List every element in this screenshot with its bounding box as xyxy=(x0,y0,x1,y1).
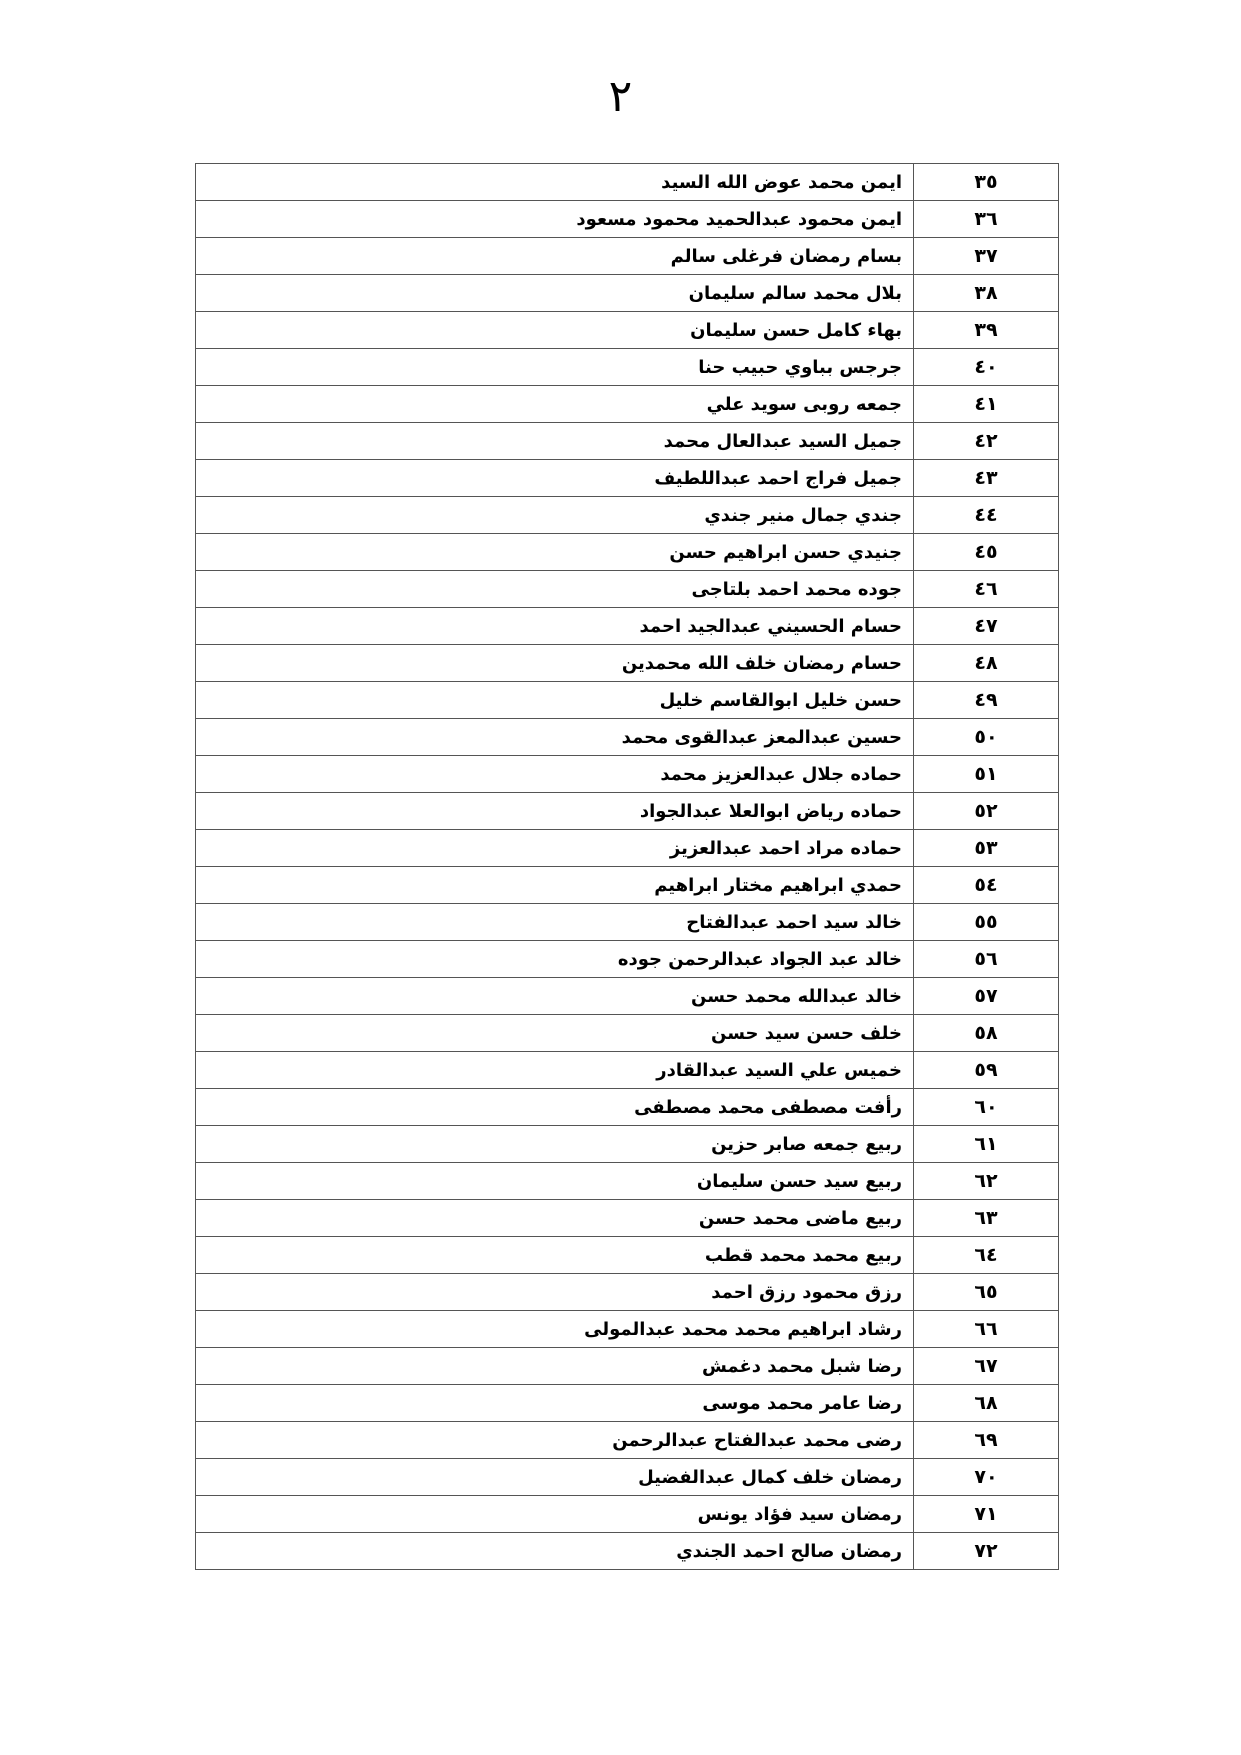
row-name: جميل فراج احمد عبداللطيف xyxy=(196,460,914,497)
table-row xyxy=(196,608,1059,645)
row-number: ٣٧ xyxy=(914,238,1059,275)
row-number: ٤٧ xyxy=(914,608,1059,645)
row-number: ٦٤ xyxy=(914,1237,1059,1274)
row-name: جنيدي حسن ابراهيم حسن xyxy=(196,534,914,571)
row-number: ٦٥ xyxy=(914,1274,1059,1311)
table-row xyxy=(196,275,1059,312)
row-number: ٧٢ xyxy=(914,1533,1059,1570)
row-name: رضا شبل محمد دغمش xyxy=(196,1348,914,1385)
row-number: ٥٥ xyxy=(914,904,1059,941)
table-row xyxy=(196,1274,1059,1311)
table-row xyxy=(196,867,1059,904)
table-row xyxy=(196,719,1059,756)
table-row xyxy=(196,978,1059,1015)
row-name: خالد سيد احمد عبدالفتاح xyxy=(196,904,914,941)
row-name: رضى محمد عبدالفتاح عبدالرحمن xyxy=(196,1422,914,1459)
row-number: ٣٨ xyxy=(914,275,1059,312)
row-name: ايمن محمد عوض الله السيد xyxy=(196,164,914,201)
row-name: جميل السيد عبدالعال محمد xyxy=(196,423,914,460)
row-number: ٦٨ xyxy=(914,1385,1059,1422)
table-row xyxy=(196,238,1059,275)
row-name: خميس علي السيد عبدالقادر xyxy=(196,1052,914,1089)
table-row xyxy=(196,1311,1059,1348)
table-row xyxy=(196,349,1059,386)
row-number: ٤٤ xyxy=(914,497,1059,534)
row-name: رمضان سيد فؤاد يونس xyxy=(196,1496,914,1533)
row-name: رأفت مصطفى محمد مصطفى xyxy=(196,1089,914,1126)
table-row xyxy=(196,904,1059,941)
table-row xyxy=(196,1163,1059,1200)
row-number: ٥١ xyxy=(914,756,1059,793)
row-name: حماده جلال عبدالعزيز محمد xyxy=(196,756,914,793)
row-name: خلف حسن سيد حسن xyxy=(196,1015,914,1052)
row-name: حماده رياض ابوالعلا عبدالجواد xyxy=(196,793,914,830)
row-number: ٥٠ xyxy=(914,719,1059,756)
row-number: ٤٦ xyxy=(914,571,1059,608)
row-number: ٦١ xyxy=(914,1126,1059,1163)
row-number: ٤٢ xyxy=(914,423,1059,460)
table-row xyxy=(196,423,1059,460)
table-row xyxy=(196,1422,1059,1459)
row-name: ربيع جمعه صابر حزين xyxy=(196,1126,914,1163)
row-name: جوده محمد احمد بلتاجى xyxy=(196,571,914,608)
row-name: رشاد ابراهيم محمد محمد عبدالمولى xyxy=(196,1311,914,1348)
table-row xyxy=(196,1533,1059,1570)
table-row xyxy=(196,645,1059,682)
table-row xyxy=(196,386,1059,423)
table-row xyxy=(196,1496,1059,1533)
names-table-body xyxy=(196,164,1059,1570)
row-name: بلال محمد سالم سليمان xyxy=(196,275,914,312)
table-row xyxy=(196,497,1059,534)
row-name: رمضان خلف كمال عبدالفضيل xyxy=(196,1459,914,1496)
row-number: ٣٦ xyxy=(914,201,1059,238)
row-name: خالد عبد الجواد عبدالرحمن جوده xyxy=(196,941,914,978)
table-row xyxy=(196,534,1059,571)
row-number: ٤١ xyxy=(914,386,1059,423)
table-row xyxy=(196,1126,1059,1163)
page-number: ٢ xyxy=(608,71,633,122)
row-number: ٦٣ xyxy=(914,1200,1059,1237)
row-name: حسين عبدالمعز عبدالقوى محمد xyxy=(196,719,914,756)
row-name: خالد عبدالله محمد حسن xyxy=(196,978,914,1015)
table-row xyxy=(196,312,1059,349)
table-row xyxy=(196,1348,1059,1385)
row-number: ٦٦ xyxy=(914,1311,1059,1348)
row-name: ربيع محمد محمد قطب xyxy=(196,1237,914,1274)
row-number: ٥٨ xyxy=(914,1015,1059,1052)
row-number: ٥٤ xyxy=(914,867,1059,904)
table-row xyxy=(196,571,1059,608)
row-name: حماده مراد احمد عبدالعزيز xyxy=(196,830,914,867)
row-number: ٧٠ xyxy=(914,1459,1059,1496)
row-number: ٤٣ xyxy=(914,460,1059,497)
row-number: ٥٦ xyxy=(914,941,1059,978)
table-row xyxy=(196,830,1059,867)
table-row xyxy=(196,460,1059,497)
row-name: حسام رمضان خلف الله محمدين xyxy=(196,645,914,682)
row-name: بهاء كامل حسن سليمان xyxy=(196,312,914,349)
row-name: ربيع ماضى محمد حسن xyxy=(196,1200,914,1237)
table-row xyxy=(196,793,1059,830)
row-name: حسن خليل ابوالقاسم خليل xyxy=(196,682,914,719)
table-row xyxy=(196,1459,1059,1496)
names-table xyxy=(195,163,1059,1570)
row-name: ايمن محمود عبدالحميد محمود مسعود xyxy=(196,201,914,238)
table-row xyxy=(196,164,1059,201)
table-row xyxy=(196,1089,1059,1126)
row-number: ٧١ xyxy=(914,1496,1059,1533)
row-name: رضا عامر محمد موسى xyxy=(196,1385,914,1422)
row-name: بسام رمضان فرغلى سالم xyxy=(196,238,914,275)
row-number: ٥٩ xyxy=(914,1052,1059,1089)
row-name: ربيع سيد حسن سليمان xyxy=(196,1163,914,1200)
table-row xyxy=(196,201,1059,238)
row-name: جندي جمال منير جندي xyxy=(196,497,914,534)
table-row xyxy=(196,1052,1059,1089)
row-number: ٥٢ xyxy=(914,793,1059,830)
row-name: حمدي ابراهيم مختار ابراهيم xyxy=(196,867,914,904)
table-row xyxy=(196,1385,1059,1422)
row-number: ٦٧ xyxy=(914,1348,1059,1385)
row-name: رزق محمود رزق احمد xyxy=(196,1274,914,1311)
row-name: جمعه روبى سويد علي xyxy=(196,386,914,423)
table-row xyxy=(196,941,1059,978)
row-number: ٤٨ xyxy=(914,645,1059,682)
row-name: رمضان صالح احمد الجندي xyxy=(196,1533,914,1570)
row-number: ٦٢ xyxy=(914,1163,1059,1200)
row-number: ٤٩ xyxy=(914,682,1059,719)
row-number: ٥٧ xyxy=(914,978,1059,1015)
row-name: جرجس بباوي حبيب حنا xyxy=(196,349,914,386)
table-row xyxy=(196,1237,1059,1274)
row-number: ٦٠ xyxy=(914,1089,1059,1126)
table-row xyxy=(196,756,1059,793)
row-number: ٣٥ xyxy=(914,164,1059,201)
row-number: ٤٥ xyxy=(914,534,1059,571)
table-row xyxy=(196,1200,1059,1237)
table-row xyxy=(196,682,1059,719)
table-row xyxy=(196,1015,1059,1052)
row-number: ٣٩ xyxy=(914,312,1059,349)
row-number: ٥٣ xyxy=(914,830,1059,867)
row-number: ٦٩ xyxy=(914,1422,1059,1459)
row-name: حسام الحسيني عبدالجيد احمد xyxy=(196,608,914,645)
row-number: ٤٠ xyxy=(914,349,1059,386)
